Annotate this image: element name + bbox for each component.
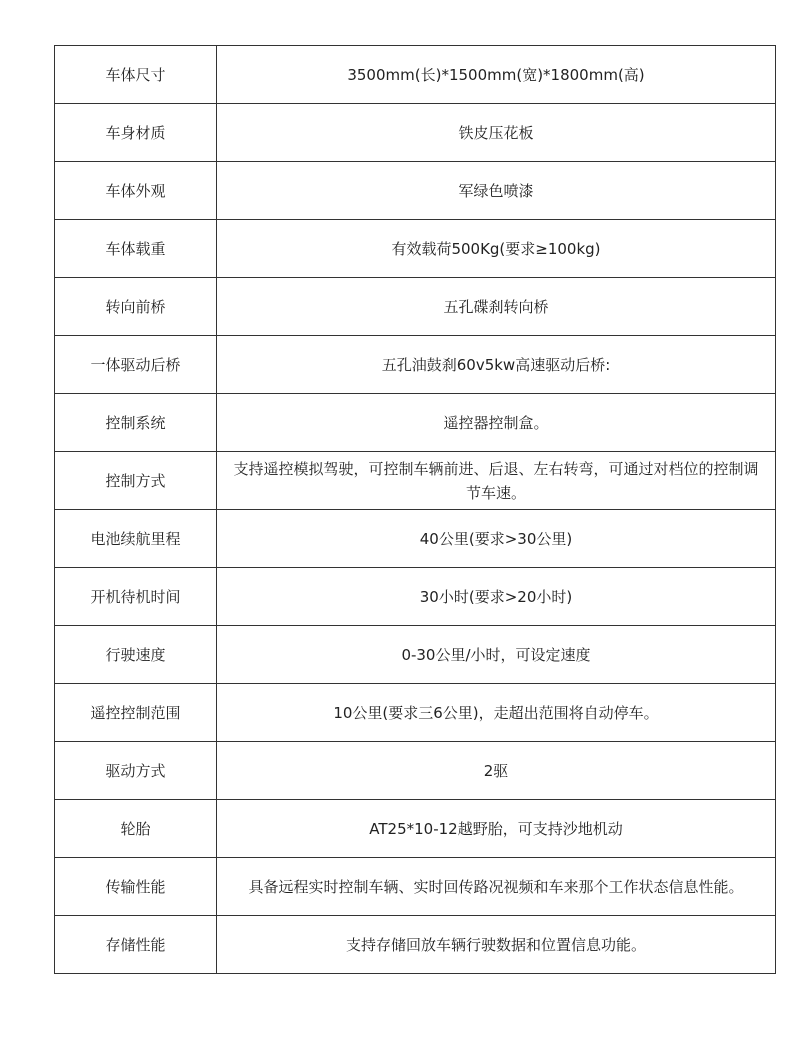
table-row <box>55 800 776 858</box>
row-value: 10公里(要求三6公里)，走超出范围将自动停车。 <box>217 684 776 742</box>
row-value: 遥控器控制盒。 <box>217 394 776 452</box>
row-label: 开机待机时间 <box>55 568 217 626</box>
spec-table <box>54 45 776 974</box>
row-label: 遥控控制范围 <box>55 684 217 742</box>
table-row <box>55 46 776 104</box>
row-label: 一体驱动后桥 <box>55 336 217 394</box>
row-value: 军绿色喷漆 <box>217 162 776 220</box>
row-value: 3500mm(长)*1500mm(宽)*1800mm(高) <box>217 46 776 104</box>
row-label: 车体载重 <box>55 220 217 278</box>
table-row <box>55 394 776 452</box>
row-value: 支持遥控模拟驾驶，可控制车辆前进、后退、左右转弯，可通过对档位的控制调节车速。 <box>217 452 776 510</box>
row-value: 0-30公里/小时，可设定速度 <box>217 626 776 684</box>
table-row <box>55 916 776 974</box>
row-label: 传输性能 <box>55 858 217 916</box>
row-label: 车身材质 <box>55 104 217 162</box>
table-row <box>55 162 776 220</box>
table-row <box>55 626 776 684</box>
row-label: 控制方式 <box>55 452 217 510</box>
row-label: 控制系统 <box>55 394 217 452</box>
row-label: 车体尺寸 <box>55 46 217 104</box>
row-label: 车体外观 <box>55 162 217 220</box>
row-label: 行驶速度 <box>55 626 217 684</box>
table-row <box>55 220 776 278</box>
row-value: 具备远程实时控制车辆、实时回传路况视频和车来那个工作状态信息性能。 <box>217 858 776 916</box>
table-row <box>55 510 776 568</box>
table-row <box>55 742 776 800</box>
row-value: 30小时(要求>20小时) <box>217 568 776 626</box>
row-value: 支持存储回放车辆行驶数据和位置信息功能。 <box>217 916 776 974</box>
row-label: 驱动方式 <box>55 742 217 800</box>
row-label: 轮胎 <box>55 800 217 858</box>
row-value: AT25*10-12越野胎，可支持沙地机动 <box>217 800 776 858</box>
table-row <box>55 684 776 742</box>
table-row <box>55 568 776 626</box>
table-row <box>55 858 776 916</box>
row-value: 有效载荷500Kg(要求≥100kg) <box>217 220 776 278</box>
row-value: 五孔碟刹转向桥 <box>217 278 776 336</box>
table-row <box>55 452 776 510</box>
row-value: 40公里(要求>30公里) <box>217 510 776 568</box>
table-row <box>55 336 776 394</box>
row-label: 转向前桥 <box>55 278 217 336</box>
row-label: 电池续航里程 <box>55 510 217 568</box>
row-label: 存储性能 <box>55 916 217 974</box>
table-row <box>55 278 776 336</box>
row-value: 铁皮压花板 <box>217 104 776 162</box>
table-row <box>55 104 776 162</box>
row-value: 五孔油鼓刹60v5kw高速驱动后桥: <box>217 336 776 394</box>
row-value: 2驱 <box>217 742 776 800</box>
